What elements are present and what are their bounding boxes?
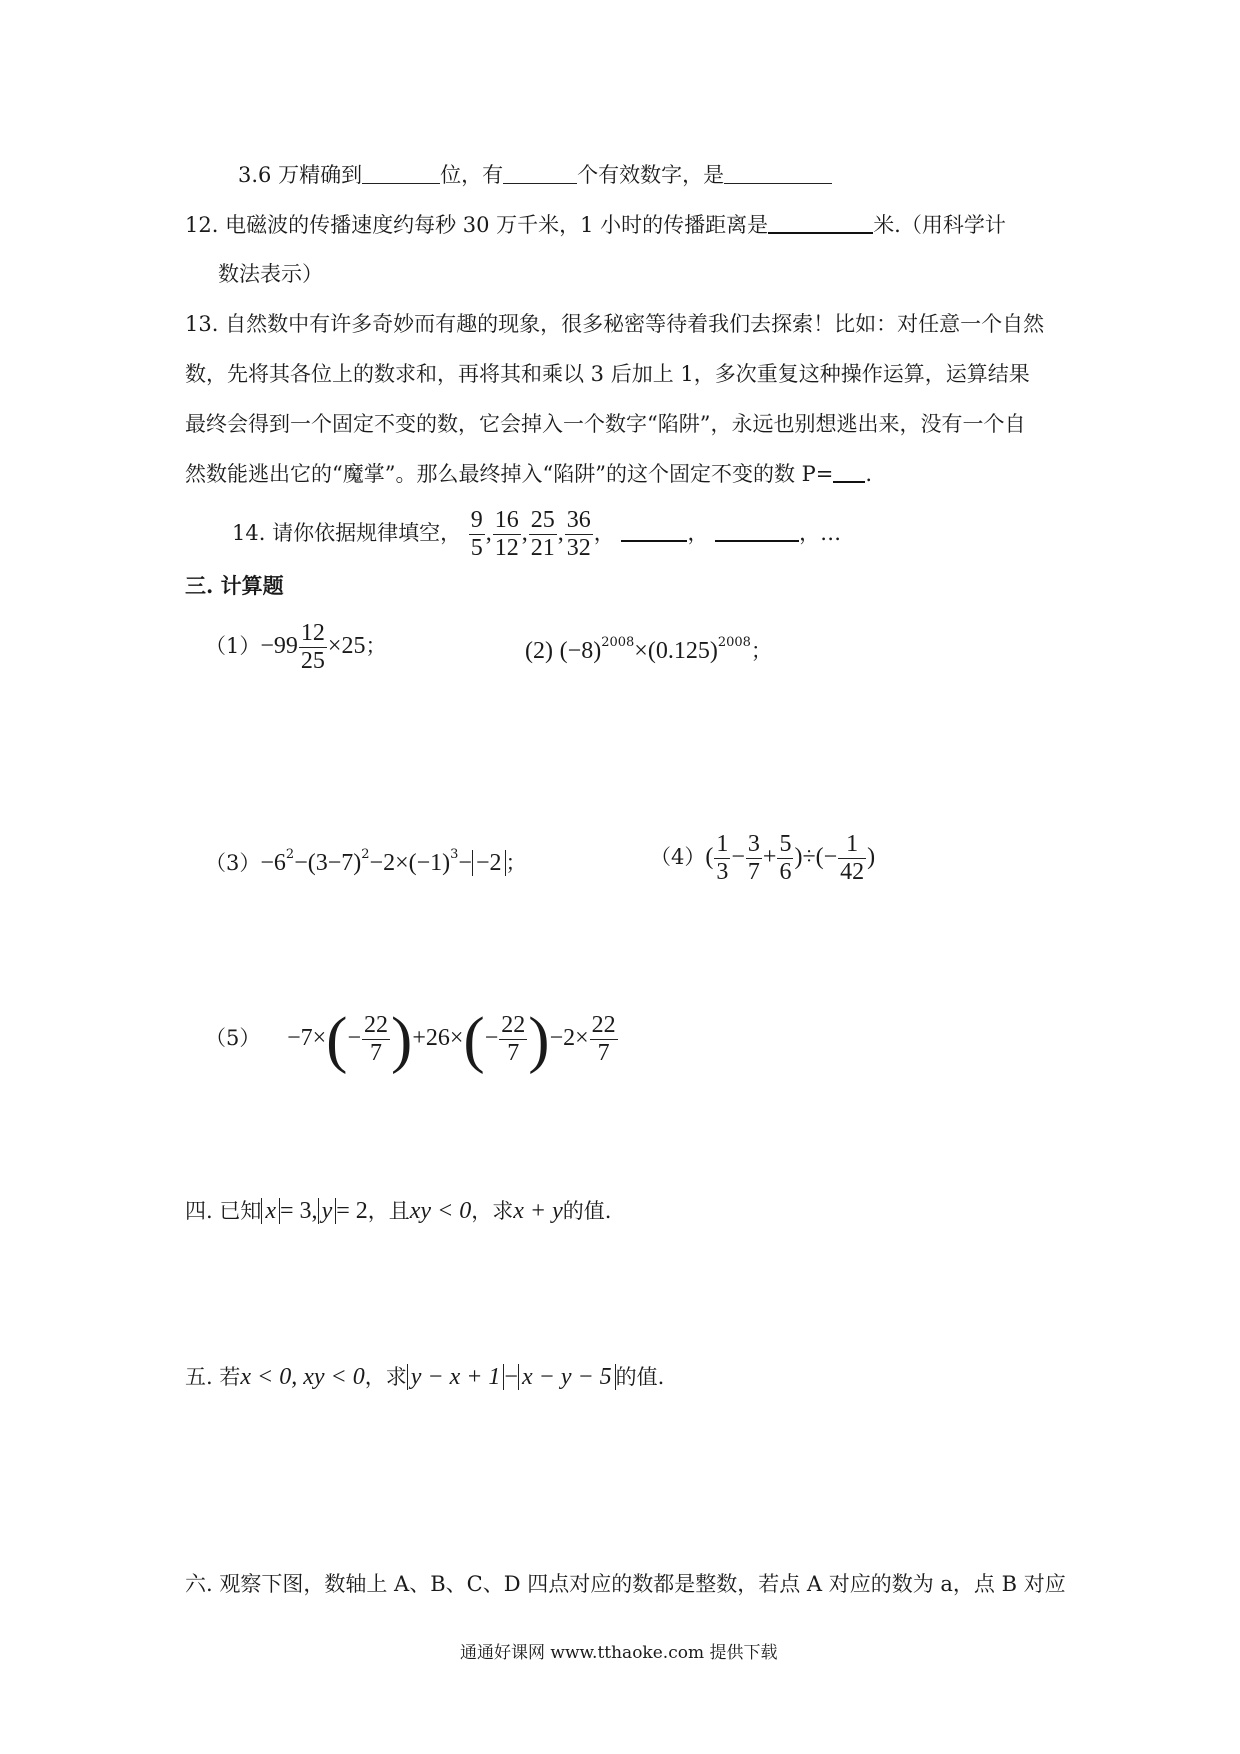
question-13-line-4: [185, 459, 872, 489]
q14-fraction-4: $\frac{36}{32}$: [566, 507, 591, 561]
q11-prefix: 3.6 万精确到: [238, 163, 363, 187]
section-4: 四. 已知 x = 3, y = 2，且xy < 0，求x + y的值.: [185, 1198, 612, 1224]
section-3-title: 三. 计算题: [185, 573, 284, 598]
q12-blank: [768, 210, 873, 234]
q12-text: 12. 电磁波的传播速度约每秒 30 万千米，1 小时的传播距离是: [185, 213, 769, 237]
q14-fraction-2: $\frac{16}{12}$: [494, 507, 519, 561]
section-5: 五. 若x < 0, xy < 0，求 y − x + 1 − x − y − 5 的值.: [185, 1364, 665, 1390]
q11-blank-2: [503, 161, 577, 184]
problem-5-label: （5）: [205, 1026, 261, 1050]
section-5-abs-2: x − y − 5: [518, 1364, 616, 1390]
section-5-prefix: 五. 若: [185, 1365, 241, 1389]
problem-3: $(3)-6^2-(3-7)^2-2\times(-1)^3- -2$ ；: [205, 847, 527, 876]
problem-3-label: （3）: [205, 851, 261, 875]
section-6: 六. 观察下图，数轴上 A、B、C、D 四点对应的数都是整数，若点 A 对应的数为 a，点 B 对应: [185, 1572, 1066, 1596]
q11-mid2: 个有效数字，是: [577, 163, 725, 187]
q11-mid1: 位，有: [440, 163, 504, 187]
q14-blank-1: [621, 518, 687, 542]
question-13-line-3: 最终会得到一个固定不变的数，它会掉入一个数字“陷阱”，永远也别想逃出来，没有一个自: [185, 412, 1026, 436]
problem-2: (2) $(-8)^{2008}\times(0.125)^{2008}$；: [525, 635, 772, 664]
problem-5: （5） −7×(− $\frac{22}{7}$ )+26×(− $\frac{22}{7}$ )−2× $\frac{22}{7}$: [205, 1003, 616, 1075]
footer: 通通好课网 www.tthaoke.com 提供下载: [460, 1643, 778, 1663]
q13-text: 然数能逃出它的“魔掌”。那么最终掉入“陷阱”的这个固定不变的数 P=: [185, 462, 834, 486]
question-14-line: 14. 请你依据规律填空， $\frac{9}{5}$ , $\frac{16}{12}$ , $\frac{25}{21}$ , $\frac{36}{32}$ ， ， ，…: [232, 507, 842, 561]
question-13-line-2: 数，先将其各位上的数求和，再将其和乘以 3 后加上 1，多次重复这种操作运算，运算结果: [185, 362, 1030, 386]
problem-1-fraction: $\frac{12}{25}$: [300, 620, 325, 674]
q11-blank-1: [362, 161, 440, 184]
q13-blank: [833, 459, 865, 483]
q14-ellipsis: …: [820, 521, 842, 545]
q14-fraction-1: $\frac{9}{5}$: [470, 507, 483, 561]
q13-end: .: [865, 462, 873, 486]
q14-blank-2: [715, 518, 799, 542]
section-4-prefix: 四. 已知: [185, 1199, 262, 1223]
problem-3-absolute-value: −2: [472, 850, 506, 876]
question-12-line-2: 数法表示）: [218, 262, 323, 286]
q12-after-blank: 米.（用科学计: [873, 213, 1006, 237]
section-5-abs-1: y − x + 1: [407, 1364, 505, 1390]
problem-1-label: （1）: [205, 634, 261, 658]
q11-blank-3: [724, 161, 832, 184]
problem-2-label: (2): [525, 638, 553, 664]
question-12-line-1: [185, 210, 1006, 240]
problem-1: （1）−99 $\frac{12}{25}$ ×25；: [205, 620, 387, 674]
q14-fraction-3: $\frac{25}{21}$: [530, 507, 555, 561]
q14-prefix: 14. 请你依据规律填空，: [232, 521, 462, 545]
question-11-line: [238, 160, 832, 190]
problem-4-label: （4）: [650, 845, 706, 869]
question-13-line-1: 13. 自然数中有许多奇妙而有趣的现象，很多秘密等待着我们去探索！比如：对任意一个自然: [185, 312, 1045, 336]
problem-4: （4）( $\frac{1}{3}$ − $\frac{3}{7}$ + $\frac{5}{6}$ )÷(− $\frac{1}{42}$ ): [650, 831, 876, 885]
